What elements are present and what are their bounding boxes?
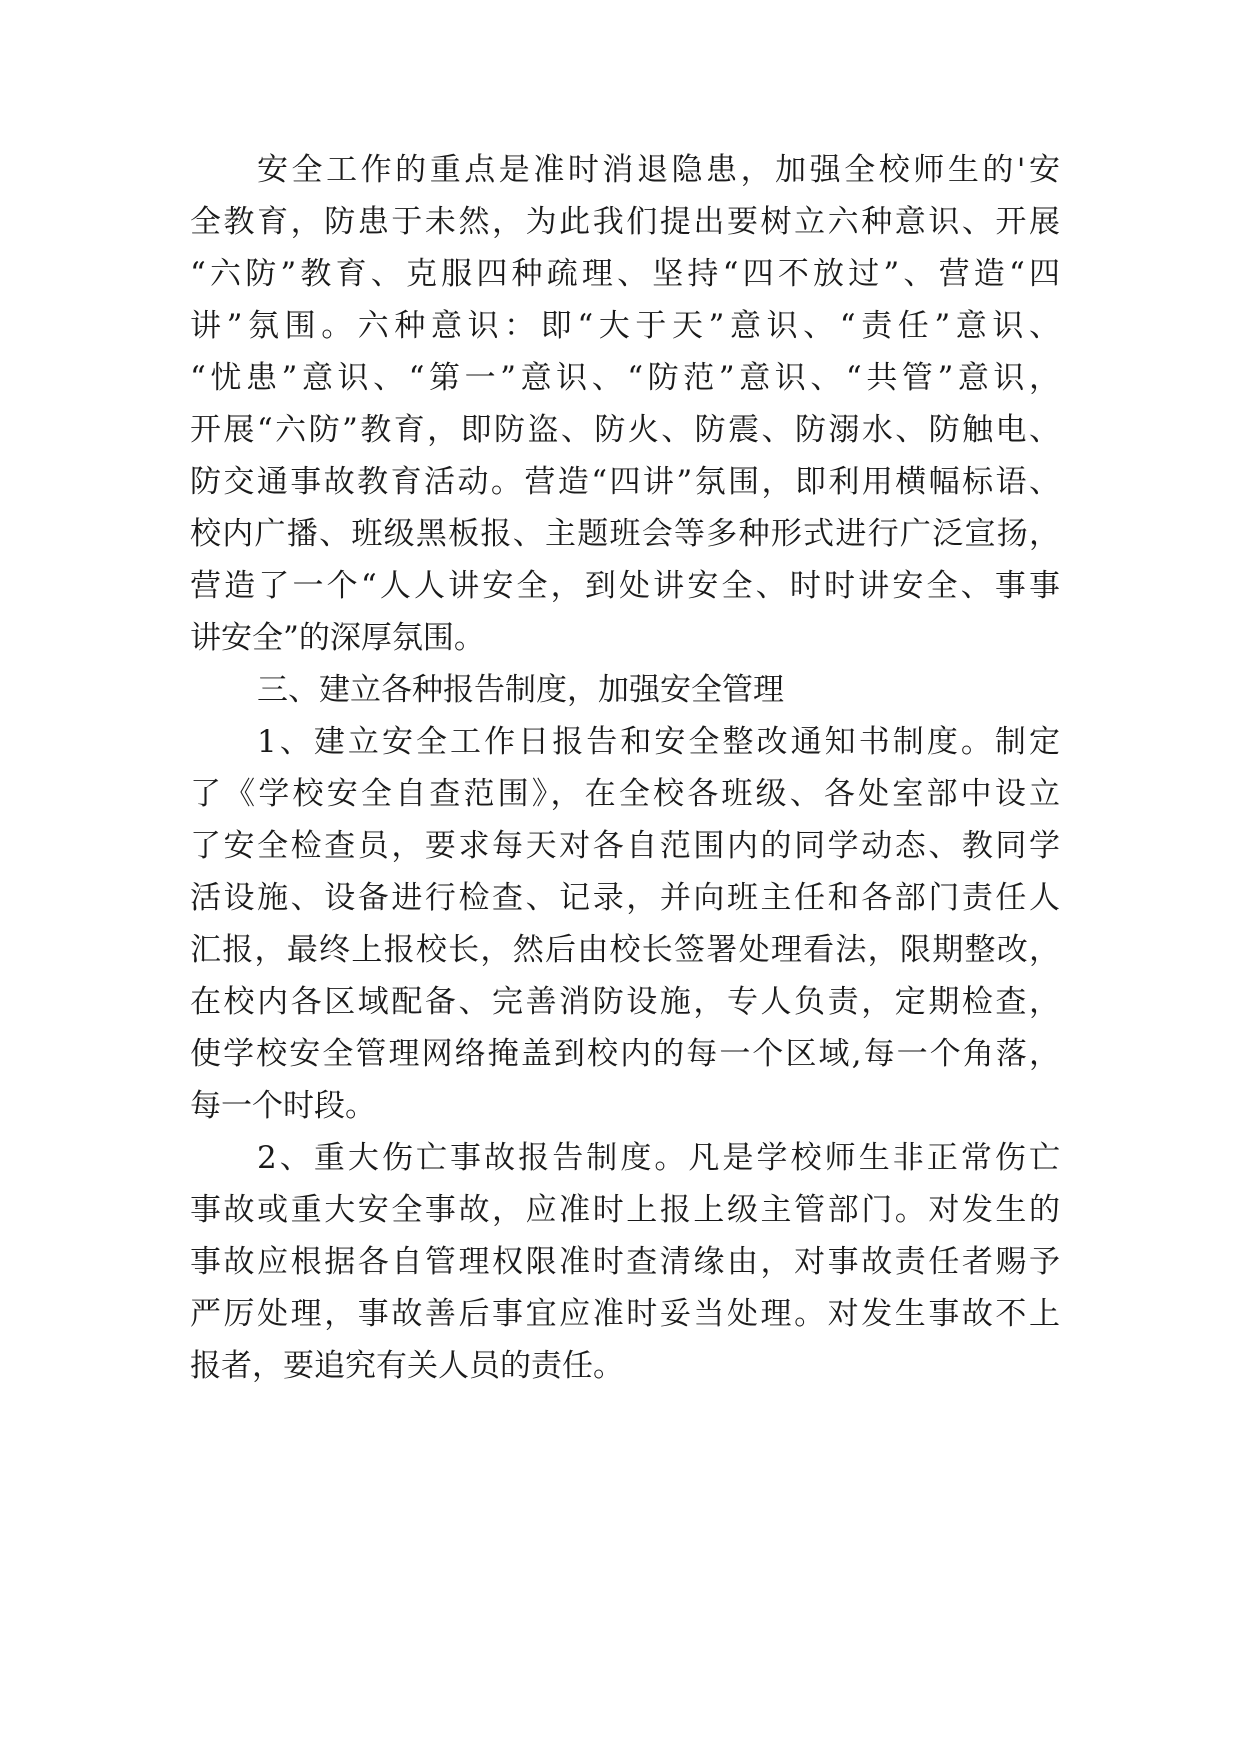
text-line: “六防”教育、克服四种疏理、坚持“四不放过”、营造“四 bbox=[190, 256, 1060, 292]
text-line: 防交通事故教育活动。营造“四讲”氛围，即利用横幅标语、 bbox=[190, 464, 1060, 500]
text-line: “忧患”意识、“第一”意识、“防范”意识、“共管”意识， bbox=[190, 360, 1060, 396]
text-line: 1、建立安全工作日报告和安全整改通知书制度。制定 bbox=[257, 724, 1060, 760]
text-line: 营造了一个“人人讲安全，到处讲安全、时时讲安全、事事 bbox=[190, 568, 1060, 604]
text-line: 活设施、设备进行检查、记录，并向班主任和各部门责任人 bbox=[190, 880, 1060, 916]
section-heading: 三、建立各种报告制度，加强安全管理 bbox=[257, 672, 784, 708]
text-line: 讲安全”的深厚氛围。 bbox=[190, 620, 485, 656]
text-line: 使学校安全管理网络掩盖到校内的每一个区域,每一个角落， bbox=[190, 1036, 1060, 1072]
text-line: 汇报，最终上报校长，然后由校长签署处理看法，限期整改， bbox=[190, 932, 1060, 968]
text-line: 全教育，防患于未然，为此我们提出要树立六种意识、开展 bbox=[190, 204, 1060, 240]
text-line: 每一个时段。 bbox=[190, 1088, 376, 1124]
text-line: 了安全检查员，要求每天对各自范围内的同学动态、教同学 bbox=[190, 828, 1060, 864]
text-line: 严厉处理，事故善后事宜应准时妥当处理。对发生事故不上 bbox=[190, 1296, 1060, 1332]
text-line: 2、重大伤亡事故报告制度。凡是学校师生非正常伤亡 bbox=[257, 1140, 1060, 1176]
text-line: 报者，要追究有关人员的责任。 bbox=[190, 1348, 624, 1384]
text-line: 事故或重大安全事故，应准时上报上级主管部门。对发生的 bbox=[190, 1192, 1060, 1228]
text-line: 校内广播、班级黑板报、主题班会等多种形式进行广泛宣扬， bbox=[190, 516, 1060, 552]
text-line: 事故应根据各自管理权限准时查清缘由，对事故责任者赐予 bbox=[190, 1244, 1060, 1280]
text-line: 讲”氛围。六种意识：即“大于天”意识、“责任”意识、 bbox=[190, 308, 1060, 344]
text-line: 在校内各区域配备、完善消防设施，专人负责，定期检查， bbox=[190, 984, 1060, 1020]
text-line: 安全工作的重点是准时消退隐患，加强全校师生的'安 bbox=[257, 152, 1060, 188]
text-line: 了《学校安全自查范围》，在全校各班级、各处室部中设立 bbox=[190, 776, 1060, 812]
text-line: 开展“六防”教育，即防盗、防火、防震、防溺水、防触电、 bbox=[190, 412, 1060, 448]
